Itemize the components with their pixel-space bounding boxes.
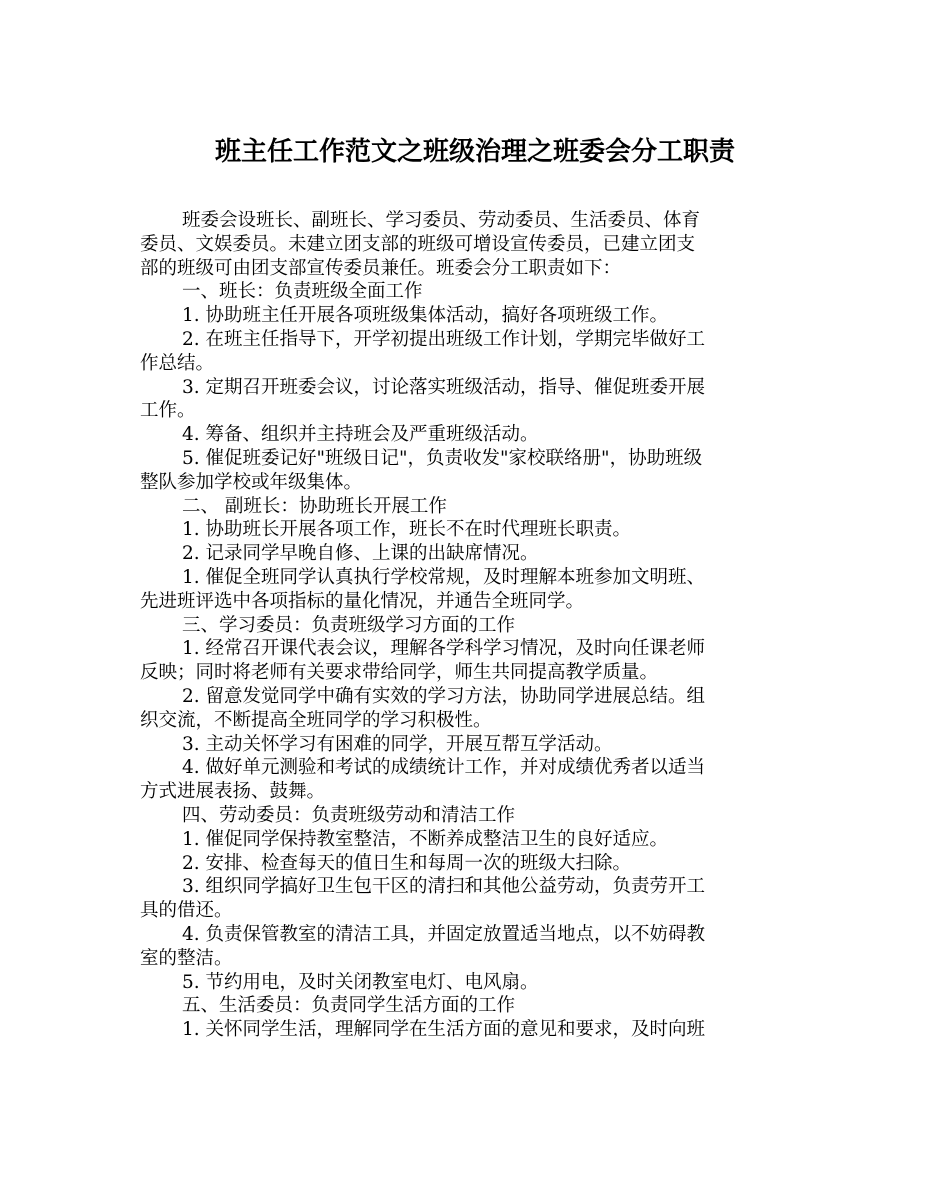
body-line: 4. 筹备、组织并主持班会及严重班级活动。 bbox=[182, 424, 539, 446]
body-line: 3. 主动关怀学习有困难的同学，开展互帮互学活动。 bbox=[182, 733, 613, 755]
body-line: 五、生活委员：负责同学生活方面的工作 bbox=[182, 995, 516, 1017]
body-line: 部的班级可由团支部宣传委员兼任。班委会分工职责如下： bbox=[140, 257, 622, 279]
document-title: 班主任工作范文之班级治理之班委会分工职责 bbox=[214, 137, 735, 167]
body-line: 具的借还。 bbox=[140, 900, 233, 922]
body-line: 1. 催促同学保持教室整洁，不断养成整洁卫生的良好适应。 bbox=[182, 828, 669, 850]
body-line: 室的整洁。 bbox=[140, 947, 233, 969]
body-line: 1. 协助班长开展各项工作，班长不在时代理班长职责。 bbox=[182, 519, 632, 541]
body-line: 反映；同时将老师有关要求带给同学，师生共同提高教学质量。 bbox=[140, 662, 659, 684]
body-line: 5. 节约用电，及时关闭教室电灯、电风扇。 bbox=[182, 971, 539, 993]
body-line: 四、劳动委员：负责班级劳动和清洁工作 bbox=[182, 804, 516, 826]
body-line: 2. 留意发觉同学中确有实效的学习方法，协助同学进展总结。组 bbox=[182, 685, 706, 707]
body-line: 2. 在班主任指导下，开学初提出班级工作计划，学期完毕做好工 bbox=[182, 328, 706, 350]
body-line: 3. 定期召开班委会议，讨论落实班级活动，指导、催促班委开展 bbox=[182, 376, 706, 398]
body-line: 一、班长：负责班级全面工作 bbox=[182, 281, 423, 303]
body-line: 1. 关怀同学生活，理解同学在生活方面的意见和要求，及时向班 bbox=[182, 1019, 706, 1041]
body-line: 1. 协助班主任开展各项班级集体活动，搞好各项班级工作。 bbox=[182, 305, 669, 327]
body-line: 作总结。 bbox=[140, 352, 215, 374]
body-line: 5. 催促班委记好"班级日记"，负责收发"家校联络册"，协助班级 bbox=[182, 447, 703, 469]
body-line: 二、 副班长：协助班长开展工作 bbox=[182, 495, 447, 517]
body-line: 4. 负责保管教室的清洁工具，并固定放置适当地点，以不妨碍教 bbox=[182, 923, 706, 945]
body-line: 1. 经常召开课代表会议，理解各学科学习情况，及时向任课老师 bbox=[182, 638, 706, 660]
body-line: 委员、文娱委员。未建立团支部的班级可增设宣传委员，已建立团支 bbox=[140, 233, 696, 255]
body-line: 织交流，不断提高全班同学的学习积极性。 bbox=[140, 709, 492, 731]
body-line: 先进班评选中各项指标的量化情况，并通告全班同学。 bbox=[140, 590, 585, 612]
body-line: 整队参加学校或年级集体。 bbox=[140, 471, 363, 493]
body-line: 三、学习委员：负责班级学习方面的工作 bbox=[182, 614, 516, 636]
document-body bbox=[140, 209, 812, 1042]
body-line: 2. 安排、检查每天的值日生和每周一次的班级大扫除。 bbox=[182, 852, 632, 874]
body-line: 4. 做好单元测验和考试的成绩统计工作，并对成绩优秀者以适当 bbox=[182, 757, 706, 779]
body-line: 方式进展表扬、鼓舞。 bbox=[140, 781, 326, 803]
body-line: 班委会设班长、副班长、学习委员、劳动委员、生活委员、体育 bbox=[182, 210, 701, 231]
body-line: 1. 催促全班同学认真执行学校常规，及时理解本班参加文明班、 bbox=[182, 566, 706, 588]
body-line: 3. 组织同学搞好卫生包干区的清扫和其他公益劳动，负责劳开工 bbox=[182, 876, 706, 898]
body-line: 2. 记录同学早晚自修、上课的出缺席情况。 bbox=[182, 543, 539, 565]
body-line: 工作。 bbox=[140, 400, 196, 422]
